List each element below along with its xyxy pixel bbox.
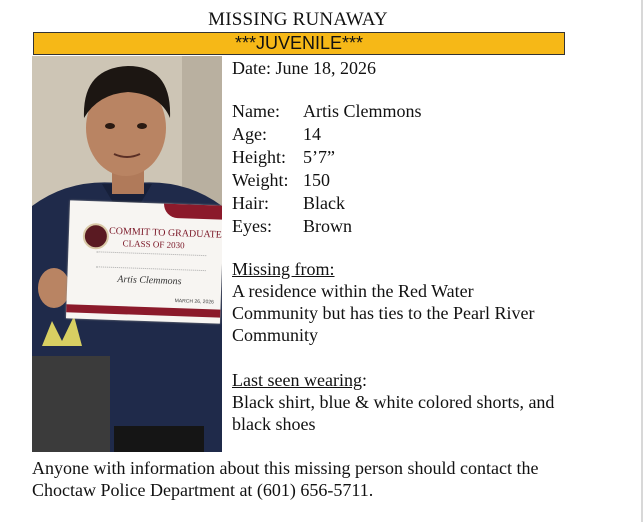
field-label: Name: (232, 101, 280, 121)
field-name (232, 100, 422, 123)
certificate-signature: Artis Clemmons (117, 274, 182, 288)
poster-title: MISSING RUNAWAY (208, 9, 388, 30)
field-hair (232, 192, 422, 215)
missing-from-heading: Missing from: (232, 259, 335, 279)
field-value: Artis Clemmons (303, 101, 422, 121)
certificate-fine-print (96, 251, 206, 271)
certificate (66, 200, 222, 323)
field-value: 14 (303, 124, 321, 144)
last-seen-text: Black shirt, blue & white colored shorts, and black shoes (232, 392, 555, 434)
field-age (232, 123, 422, 146)
last-seen-section (232, 369, 562, 435)
field-weight (232, 169, 422, 192)
missing-from-section (232, 258, 562, 346)
certificate-class: CLASS OF 2030 (122, 238, 185, 251)
missing-person-photo (32, 56, 222, 452)
certificate-emblem-icon (82, 223, 109, 250)
field-label: Height: (232, 147, 286, 167)
field-value: 5’7” (303, 147, 335, 167)
field-value: 150 (303, 170, 330, 190)
field-value: Brown (303, 216, 352, 236)
certificate-date: MARCH 26, 2026 (174, 298, 214, 306)
field-label: Eyes: (232, 216, 272, 236)
field-label: Age: (232, 124, 267, 144)
field-eyes (232, 215, 422, 238)
field-label: Hair: (232, 193, 269, 213)
contact-notice: Anyone with information about this missing person should contact the Choctaw Police Department at (601) 656-5711. (32, 458, 539, 500)
last-seen-heading: Last seen wearing (232, 370, 362, 390)
last-seen-heading-line (232, 369, 562, 391)
juvenile-banner: ***JUVENILE*** (33, 32, 565, 55)
field-height (232, 146, 422, 169)
missing-from-text: A residence within the Red Water Community but has ties to the Pearl River Community (232, 281, 535, 345)
field-label: Weight: (232, 170, 289, 190)
last-seen-colon: : (361, 370, 367, 390)
certificate-title: COMMIT TO GRADUATE (108, 225, 222, 241)
field-value: Black (303, 193, 345, 213)
descriptor-list (232, 100, 422, 238)
report-date: Date: June 18, 2026 (232, 58, 376, 78)
